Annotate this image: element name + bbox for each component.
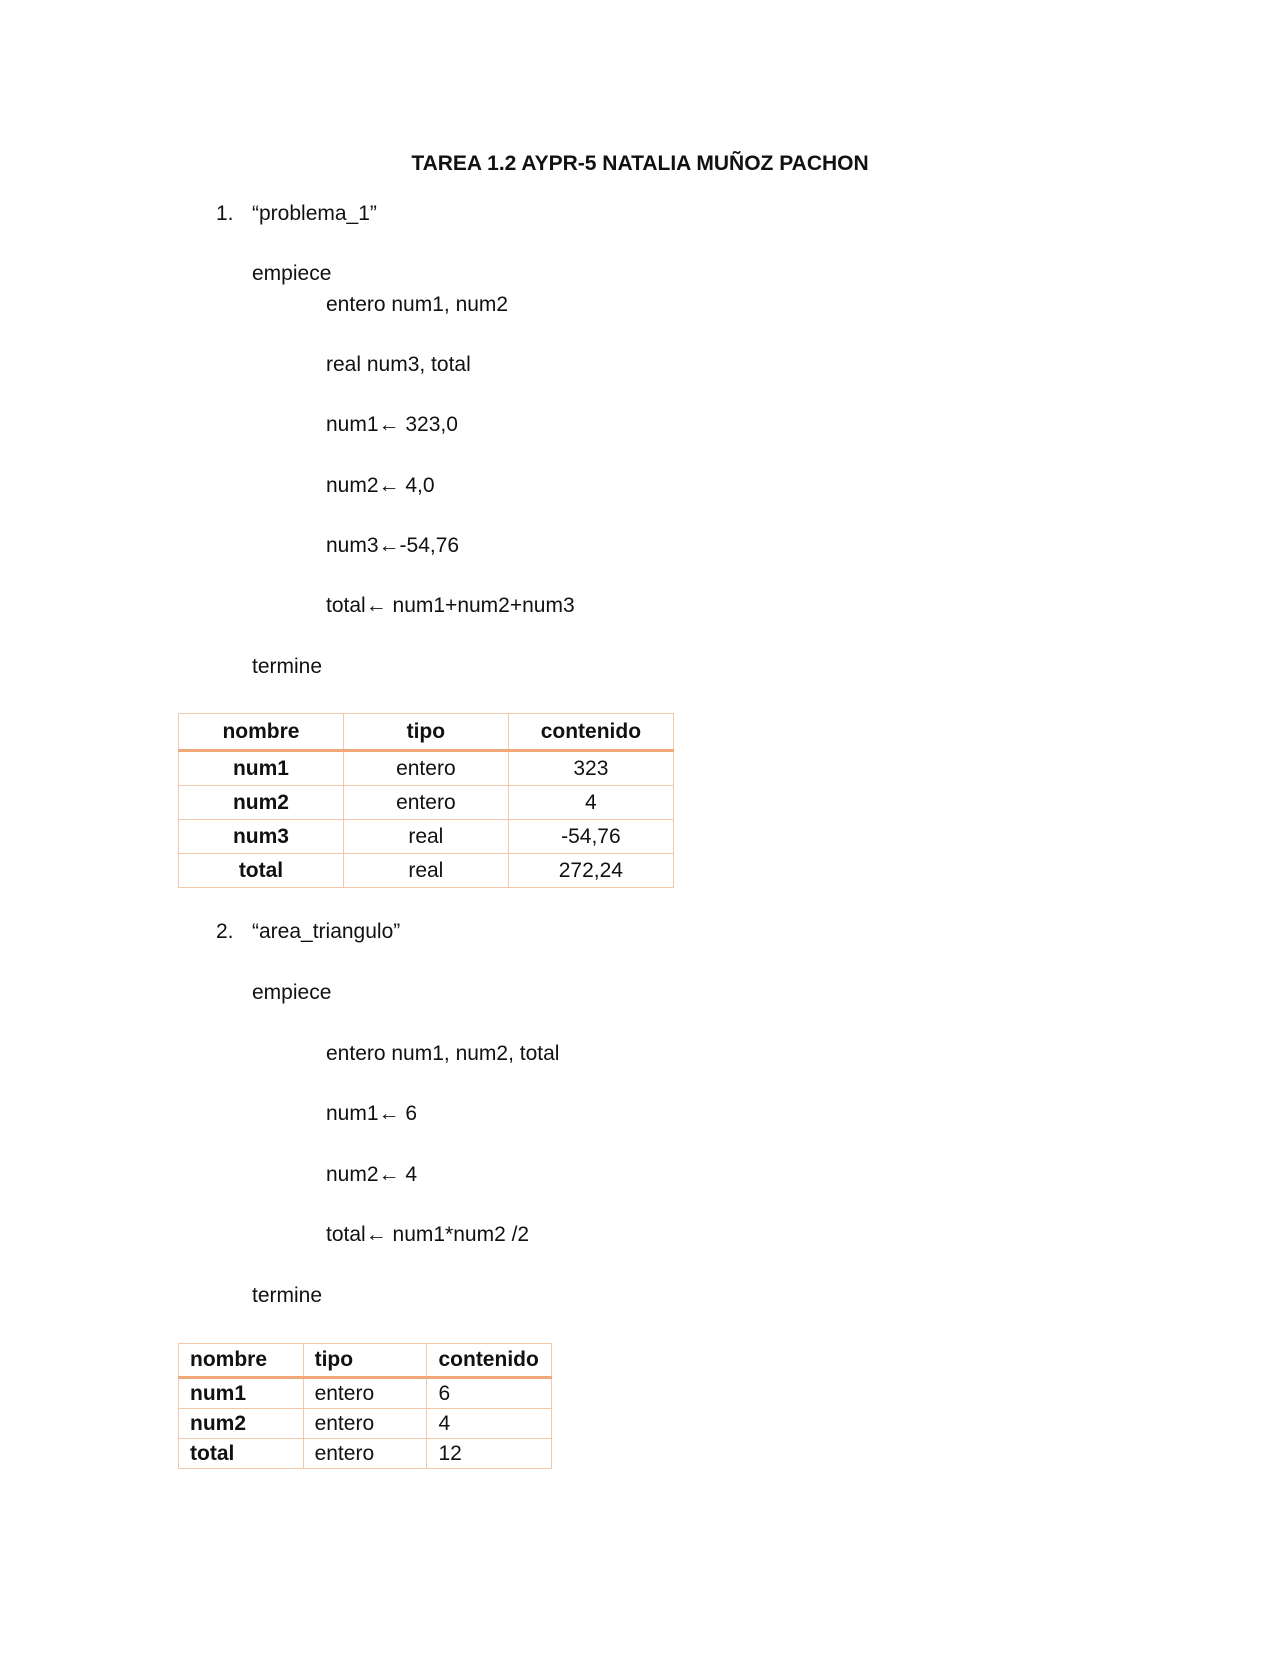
cell-contenido: 12 [427, 1439, 552, 1469]
cell-tipo: real [343, 854, 508, 888]
cell-contenido: -54,76 [508, 820, 673, 854]
cell-nombre: total [179, 854, 344, 888]
problem-2-line: num2← 4 [326, 1163, 418, 1186]
problem-2-start: empiece [252, 981, 332, 1004]
table-header-row [179, 714, 674, 751]
problem-1-name: “problema_1” [252, 202, 377, 225]
cell-tipo: entero [303, 1439, 427, 1469]
cell-nombre: total [179, 1439, 304, 1469]
table-row [179, 751, 674, 786]
cell-tipo: entero [343, 786, 508, 820]
problem-2-name: “area_triangulo” [252, 920, 401, 943]
problem-1-start: empiece [252, 262, 332, 285]
problem-1-variable-table [178, 713, 674, 888]
problem-1-line: real num3, total [326, 353, 471, 376]
cell-nombre: num2 [179, 1409, 304, 1439]
cell-tipo: entero [303, 1409, 427, 1439]
cell-tipo: entero [343, 751, 508, 786]
cell-nombre: num1 [179, 1378, 304, 1409]
problem-2-line: num1← 6 [326, 1102, 418, 1125]
problem-1-line: num1← 323,0 [326, 413, 458, 436]
table-row [179, 1409, 552, 1439]
problem-1-line: entero num1, num2 [326, 293, 509, 316]
cell-contenido: 323 [508, 751, 673, 786]
cell-contenido: 272,24 [508, 854, 673, 888]
table-header-row [179, 1344, 552, 1378]
cell-contenido: 6 [427, 1378, 552, 1409]
cell-tipo: real [343, 820, 508, 854]
problem-2-number: 2. [216, 920, 234, 943]
problem-2-line: entero num1, num2, total [326, 1042, 560, 1065]
document-title: TAREA 1.2 AYPR-5 NATALIA MUÑOZ PACHON [411, 152, 869, 175]
cell-tipo: entero [303, 1378, 427, 1409]
problem-1-line: total← num1+num2+num3 [326, 594, 575, 617]
cell-nombre: num1 [179, 751, 344, 786]
problem-2-line: total← num1*num2 /2 [326, 1223, 530, 1246]
column-header-nombre: nombre [179, 714, 344, 751]
column-header-contenido: contenido [427, 1344, 552, 1378]
problem-1-line: num3←-54,76 [326, 534, 460, 557]
column-header-tipo: tipo [303, 1344, 427, 1378]
problem-1-line: num2← 4,0 [326, 474, 435, 497]
problem-1-end: termine [252, 655, 323, 678]
column-header-contenido: contenido [508, 714, 673, 751]
table-row [179, 820, 674, 854]
cell-nombre: num2 [179, 786, 344, 820]
table-row [179, 786, 674, 820]
cell-contenido: 4 [427, 1409, 552, 1439]
column-header-nombre: nombre [179, 1344, 304, 1378]
problem-2-end: termine [252, 1284, 323, 1307]
table-row [179, 1439, 552, 1469]
problem-1-number: 1. [216, 202, 234, 225]
cell-nombre: num3 [179, 820, 344, 854]
cell-contenido: 4 [508, 786, 673, 820]
column-header-tipo: tipo [343, 714, 508, 751]
table-row [179, 1378, 552, 1409]
table-row [179, 854, 674, 888]
problem-2-variable-table [178, 1343, 552, 1469]
